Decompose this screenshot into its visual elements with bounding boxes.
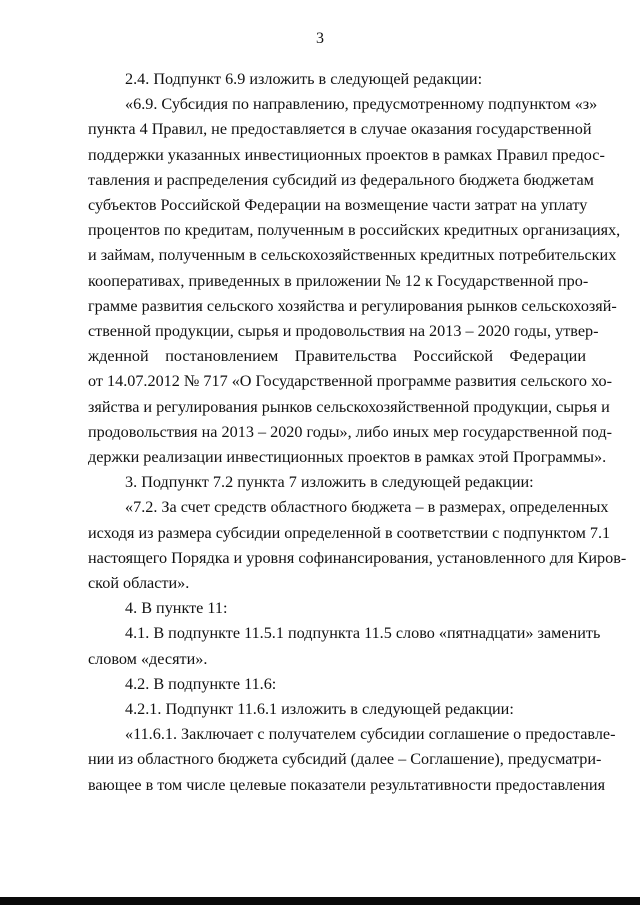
text-line: «11.6.1. Заключает с получателем субсидии соглашение о предоставле- — [125, 725, 616, 744]
text-line: «6.9. Субсидия по направлению, предусмотренному подпунктом «з» — [125, 95, 598, 114]
text-line: держки реализации инвестиционных проектов в рамках этой Программы». — [88, 448, 607, 467]
text-line: пункта 4 Правил, не предоставляется в случае оказания государственной — [88, 120, 592, 139]
text-line: тавления и распределения субсидий из федерального бюджета бюджетам — [88, 170, 594, 189]
text-line: вающее в том числе целевые показатели результативности предоставления — [88, 775, 606, 794]
text-line: зяйства и регулирования рынков сельскохозяйственной продукции, сырья и — [88, 397, 610, 416]
text-line: субъектов Российской Федерации на возмещение части затрат на уплату — [88, 196, 588, 215]
text-line: 4.2.1. Подпункт 11.6.1 изложить в следующей редакции: — [125, 700, 514, 719]
text-line: процентов по кредитам, полученным в российских кредитных организациях, — [88, 221, 621, 240]
text-line: и займам, полученным в сельскохозяйственных кредитных потребительских — [88, 246, 617, 265]
document-body — [88, 67, 627, 798]
text-line: жденной постановлением Правительства Российской Федерации — [88, 347, 586, 366]
text-line: «7.2. За счет средств областного бюджета – в размерах, определенных — [125, 498, 609, 517]
text-line: настоящего Порядка и уровня софинансирования, установленного для Киров- — [88, 548, 627, 567]
text-line: ственной продукции, сырья и продовольствия на 2013 – 2020 годы, утвер- — [88, 322, 599, 341]
text-line: продовольствия на 2013 – 2020 годы», либо иных мер государственной под- — [88, 422, 613, 441]
text-line: нии из областного бюджета субсидий (далее – Соглашение), предусматри- — [88, 750, 602, 769]
text-line: 4.2. В подпункте 11.6: — [125, 674, 277, 693]
text-line: словом «десяти». — [88, 649, 208, 668]
text-line: грамме развития сельского хозяйства и регулирования рынков сельскохозяй- — [88, 296, 617, 315]
text-line: 4. В пункте 11: — [125, 599, 228, 618]
page-number: 3 — [316, 30, 324, 47]
text-line: 2.4. Подпункт 6.9 изложить в следующей редакции: — [125, 70, 483, 88]
scan-bottom-edge — [0, 897, 640, 905]
text-line: 4.1. В подпункте 11.5.1 подпункта 11.5 слово «пятнадцати» заменить — [125, 624, 601, 643]
text-line: от 14.07.2012 № 717 «О Государственной программе развития сельского хо- — [88, 372, 613, 391]
text-line: поддержки указанных инвестиционных проектов в рамках Правил предос- — [88, 145, 605, 164]
text-line: 3. Подпункт 7.2 пункта 7 изложить в следующей редакции: — [125, 473, 534, 492]
text-line: исходя из размера субсидии определенной в соответствии с подпунктом 7.1 — [88, 523, 611, 542]
text-line: ской области». — [88, 574, 190, 593]
text-line: кооперативах, приведенных в приложении № 12 к Государственной про- — [88, 271, 589, 290]
